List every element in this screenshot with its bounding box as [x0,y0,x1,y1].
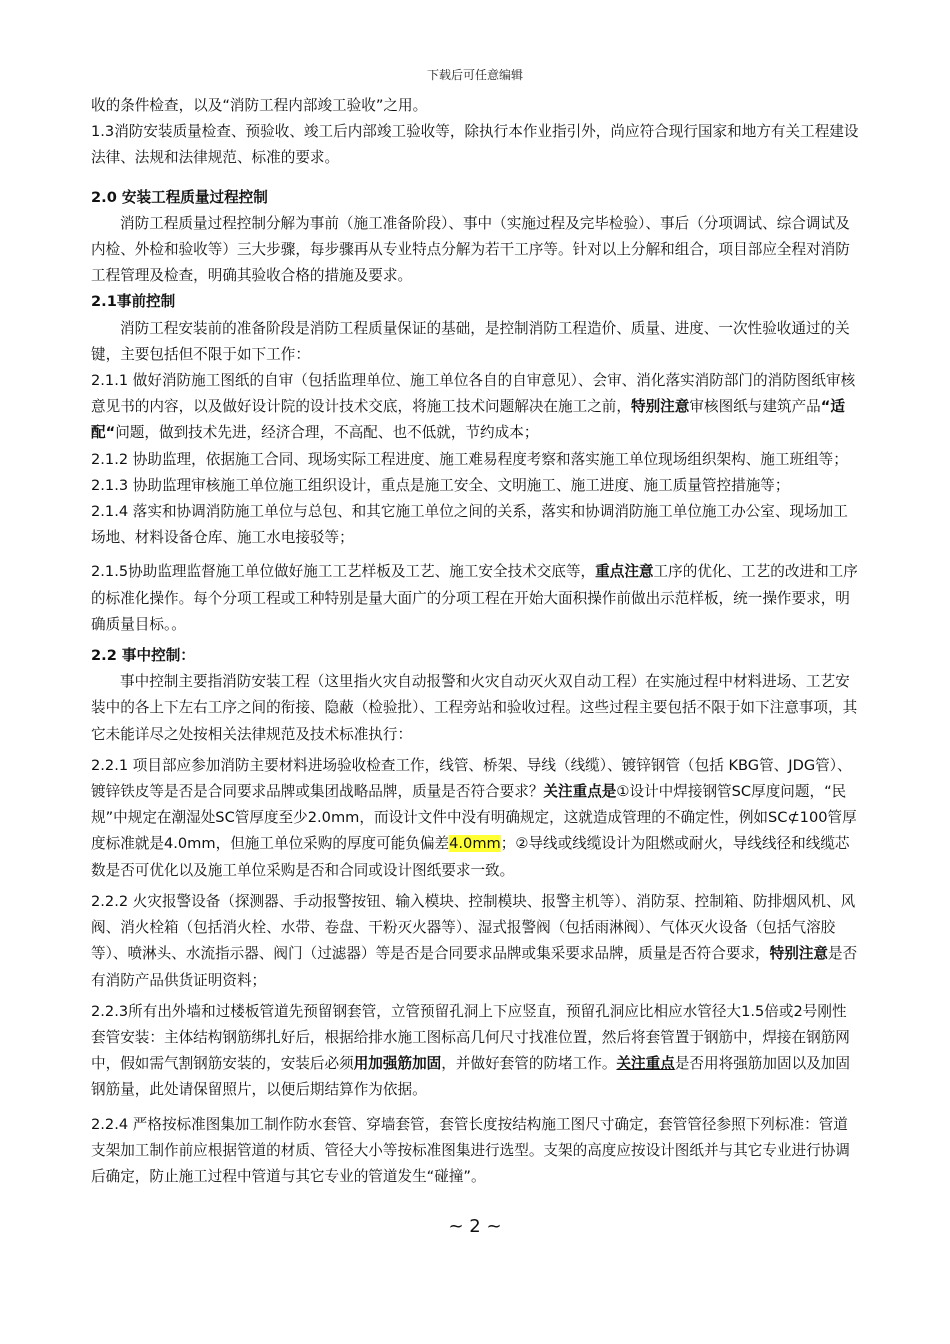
emphasis-reinforce: 用加强筋加固 [353,1055,442,1073]
item-2-2-2: 2.2.2 火灾报警设备（探测器、手动报警按钮、输入模块、控制模块、报警主机等）、消防泵、控制箱、防排烟风机、风阀、消火栓箱（包括消火栓、水带、卷盘、干粉灭火器等）、湿式报警阀（包括雨淋阀）、气体灭火设备（包括气溶胶等）、喷淋头、水流指示器、阀门（过滤器）等是否是合同要求品牌或集采要求品牌，质量是否符合要求，特别注意是否有消防产品供货证明资料； [91,892,858,989]
item-2-2-1: 2.2.1 项目部应参加消防主要材料进场验收检查工作，线管、桥架、导线（线缆）、镀锌钢管（包括 KBG管、JDG管）、镀锌铁皮等是否是合同要求品牌或集团战略品牌，质量是否符合要求？关注重点是①设计中焊接钢管SC厚度问题，“民规”中规定在潮湿处SC管厚度至少2.0mm，而设计文件中没有明确规定，这就造成管理的不确定性，例如SC⊄100管厚度标准就是4.0mm，但施工单位采购的厚度可能负偏差4.0mm；②导线或线缆设计为阻燃或耐火，导线线径和线缆芯数是否可优化以及施工单位采购是否和合同或设计图纸要求一致。 [91,756,857,879]
item-2-1-3: 2.1.3 协助监理审核施工单位施工组织设计，重点是施工安全、文明施工、施工进度、施工质量管控措施等； [91,476,790,494]
paragraph-1-3: 1.3消防安装质量检查、预验收、竣工后内部竣工验收等，除执行本作业指引外，尚应符合现行国家和地方有关工程建设法律、法规和法律规范、标准的要求。 [91,123,859,167]
item-2-1-4: 2.1.4 落实和协调消防施工单位与总包、和其它施工单位之间的关系，落实和协调消防施工单位施工办公室、现场加工场地、材料设备仓库、施工水电接驳等； [91,503,848,547]
heading-2-1: 2.1事前控制 [91,293,176,311]
emphasis-focus: 关注重点是 [543,783,617,801]
paragraph-2-2: 事中控制主要指消防安装工程（这里指火灾自动报警和火灾自动灭火双自动工程）在实施过程中材料进场、工艺安装中的各上下左右工序之间的衔接、隐蔽（检验批）、工程旁站和验收过程。这些过程主要包括不限于如下注意事项，其它未能详尽之处按相关法律规范及技术标准执行： [91,673,858,743]
emphasis-special-attention-2: 特别注意 [769,945,829,963]
paragraph-intro-cont: 收的条件检查，以及“消防工程内部竣工验收”之用。 [91,97,428,114]
page-header: 下载后可任意编辑 [426,68,523,82]
item-2-1-1: 2.1.1 做好消防施工图纸的自审（包括监理单位、施工单位各自的自审意见）、会审、消化落实消防部门的消防图纸审核意见书的内容，以及做好设计院的设计技术交底，将施工技术问题解决在施工之前，特别注意审核图纸与建筑产品“适配“问题，做到技术先进，经济合理，不高配、也不低就，节约成本； [91,372,856,442]
page-number: ~ 2 ~ [448,1216,502,1237]
document-body [91,93,859,1190]
heading-2-2: 2.2 事中控制： [91,647,195,665]
emphasis-special-attention: 特别注意 [630,398,690,416]
paragraph-2-1: 消防工程安装前的准备阶段是消防工程质量保证的基础，是控制消防工程造价、质量、进度、一次性验收通过的关键，主要包括但不限于如下工作： [91,319,850,363]
item-2-1-2: 2.1.2 协助监理，依据施工合同、现场实际工程进度、施工难易程度考察和落实施工单位现场组织架构、施工班组等； [91,450,848,468]
emphasis-key-attention: 重点注意 [595,563,654,581]
item-2-2-4: 2.2.4 严格按标准图集加工制作防水套管、穿墙套管，套管长度按结构施工图尺寸确定，套管管径参照下列标准：管道支架加工制作前应根据管道的材质、管径大小等按标准图集进行选型。支架的高度应按设计图纸并与其它专业进行协调后确定，防止施工过程中管道与其它专业的管道发生“碰撞”。 [91,1115,850,1185]
heading-2-0: 2.0 安装工程质量过程控制 [91,188,268,206]
item-2-1-5: 2.1.5协助监理监督施工单位做好施工工艺样板及工艺、施工安全技术交底等，重点注意工序的优化、工艺的改进和工序的标准化操作。每个分项工程或工种特别是量大面广的分项工程在开始大面积操作前做出示范样板，统一操作要求，明确质量目标。。 [91,563,858,633]
emphasis-fit: “适配“ [91,398,845,442]
item-2-2-3: 2.2.3所有出外墙和过楼板管道先预留钢套管，立管预留孔洞上下应竖直，预留孔洞应比相应水管径大1.5倍或2号刚性套管安装：主体结构钢筋绑扎好后，根据给排水施工图标高几何尺寸找准位置，然后将套管置于钢筋中，焊接在钢筋网中，假如需气割钢筋安装的，安装后必须用加强筋加固，并做好套管的防堵工作。关注重点是否用将强筋加固以及加固钢筋量，此处请保留照片，以便后期结算作为依据。 [91,1002,850,1099]
emphasis-focus-underlined: 关注重点 [616,1055,675,1073]
paragraph-2-0: 消防工程质量过程控制分解为事前（施工准备阶段）、事中（实施过程及完毕检验）、事后（分项调试、综合调试及内检、外检和验收等）三大步骤，每步骤再从专业特点分解为若干工序等。针对以上分解和组合，项目部应全程对消防工程管理及检查，明确其验收合格的措施及要求。 [91,214,850,285]
highlighted-value: 4.0mm [449,835,501,853]
